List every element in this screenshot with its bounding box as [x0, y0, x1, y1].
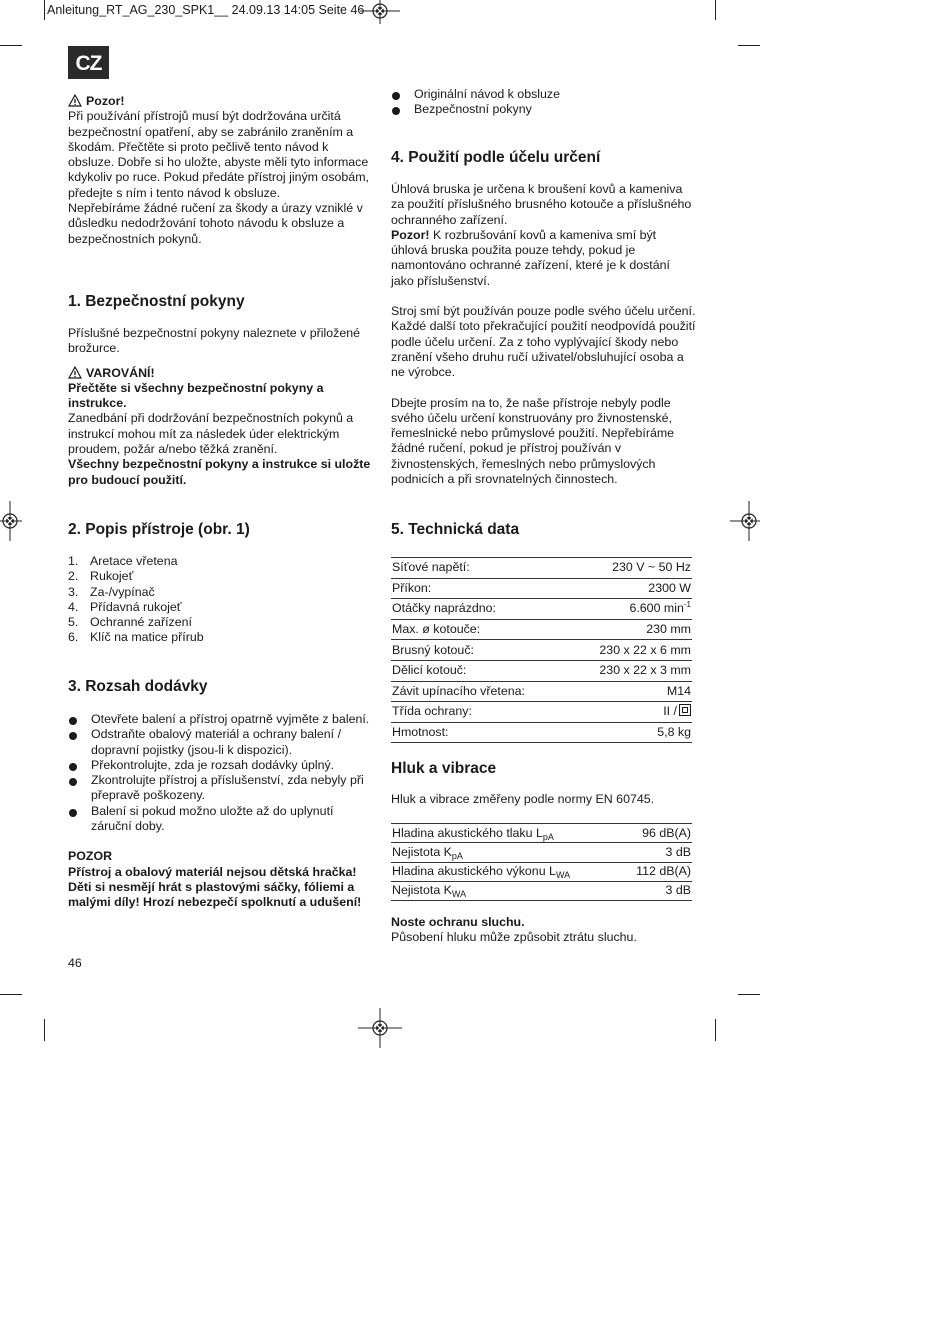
- list-item: 5. Ochranné zařízení: [68, 615, 192, 630]
- pozor-heading: [68, 94, 373, 109]
- parts-list: [68, 554, 373, 646]
- list-item: Otevřete balení a přístroj opatrně vyjměte z balení.: [68, 712, 373, 727]
- pozor-title: Pozor!: [86, 94, 125, 108]
- pozor2-text: Přístroj a obalový materiál nejsou dětská hračka! Děti si nesmějí hrát s plastovými sáčky, fóliemi a malými díly! Hrozí nebezpečí spolknutí a udušení!: [68, 864, 362, 910]
- table-row: Třída ochrany: II /: [391, 702, 692, 723]
- warning-heading: [68, 366, 373, 381]
- protection-class-icon: [679, 704, 691, 716]
- table-row: Brusný kotouč: 230 x 22 x 6 mm: [391, 640, 692, 661]
- ear-protection-text: Působení hluku může způsobit ztrátu sluchu.: [391, 930, 637, 945]
- section-5-heading: 5. Technická data: [391, 521, 520, 538]
- section-1-text: Příslušné bezpečnostní pokyny naleznete v přiložené brožurce.: [68, 326, 361, 356]
- section-3: [68, 677, 373, 911]
- crop-mark: [738, 45, 760, 46]
- section-3-heading: 3. Rozsah dodávky: [68, 678, 208, 695]
- list-item: Odstraňte obalový materiál a ochrany balení / dopravní pojistky (jsou-li k dispozici).: [68, 727, 373, 758]
- pozor-text-2: Nepřebíráme žádné ručení za škody a úrazy vzniklé v důsledku nedodržování tohoto návodu k obsluze a bezpečnostních pokynů.: [68, 201, 363, 246]
- warning-text: Zanedbání při dodržování bezpečnostních pokynů a instrukcí mohou mít za následek úder elektrickým proudem, požár a/nebo těžká zranění.: [68, 411, 354, 457]
- list-item: 3. Za-/vypínač: [68, 584, 155, 599]
- table-row: Hmotnost: 5,8 kg: [391, 722, 692, 743]
- table-row: Síťové napětí: 230 V ~ 50 Hz: [391, 558, 692, 579]
- table-row: Nejistota $K_{pA}$ 3 dB: [392, 844, 691, 861]
- warning-title: VAROVÁNÍ!: [86, 365, 155, 380]
- registration-mark-icon: [0, 501, 22, 541]
- warning-bold-2: Všechny bezpečnostní pokyny a instrukce si uložte pro budoucí použití.: [68, 457, 371, 487]
- list-item: 2. Rukojeť: [68, 569, 134, 584]
- section-4-heading: 4. Použití podle účelu určení: [391, 149, 601, 166]
- list-item: Balení si pokud možno uložte až do uplynutí záruční doby.: [68, 804, 373, 835]
- noise-section: [391, 759, 696, 946]
- ear-protection-heading: Noste ochranu sluchu.: [391, 915, 525, 930]
- section-4-p4: Dbejte prosím na to, že naše přístroje nebyly podle svého účelu určení konstruovány pro živnostenské, řemeslnické nebo průmyslové použití. Nepřebíráme žádné ručení, pokud je přístroj používán v živnostenských, řemeslných nebo průmyslových podnicích a při srovnatelných činnostech.: [391, 395, 675, 487]
- table-row: Příkon: 2300 W: [391, 578, 692, 599]
- crop-mark: [44, 1019, 45, 1041]
- crop-mark: [715, 0, 716, 20]
- table-row: Závit upínacího vřetena: M14: [391, 681, 692, 702]
- crop-mark: [0, 45, 22, 46]
- crop-mark: [738, 994, 760, 995]
- crop-mark: [715, 1019, 716, 1041]
- pozor-text: Při používání přístrojů musí být dodržována určitá bezpečnostní opatření, aby se zabránilo zraněním a škodám. Přečtěte si proto pečlivě tento návod k obsluze. Dobře si ho uložte, abyste měli tyto informace kdykoliv po ruce. Pokud předáte přístroj jiným osobám, předejte s ním i tento návod k obsluze.: [68, 109, 369, 200]
- list-item: Originální návod k obsluze: [391, 87, 696, 102]
- section-5: [391, 520, 696, 743]
- noise-table: [391, 823, 692, 901]
- left-column: [68, 94, 373, 247]
- list-item: Bezpečnostní pokyny: [391, 102, 696, 117]
- section-4: [391, 148, 696, 487]
- included-docs-list: [391, 87, 696, 118]
- registration-mark-icon: [360, 0, 400, 24]
- section-2-heading: 2. Popis přístroje (obr. 1): [68, 521, 250, 538]
- registration-mark-icon: [730, 501, 760, 541]
- right-top: [391, 87, 696, 118]
- table-row: Dělicí kotouč: 230 x 22 x 3 mm: [391, 660, 692, 681]
- table-row: Otáčky naprázdno: 6.600 $\min^{-1}$: [391, 599, 692, 620]
- section-2: [68, 520, 373, 646]
- warning-triangle-icon: [68, 366, 82, 379]
- table-row: Nejistota $K_{WA}$ 3 dB: [392, 883, 691, 900]
- delivery-list: [68, 712, 373, 834]
- table-row: Hladina akustického výkonu $L_{WA}$ 112 dB(A): [392, 864, 691, 881]
- section-4-p3: Stroj smí být používán pouze podle svého účelu určení. Každé další toto překračující použití neodpovídá použití podle účelu určení. Za z toho vyplývající škody nebo zranění všeho druhu ručí uživatel/obsluhující osoba a ne výrobce.: [391, 304, 696, 380]
- section-1-heading: 1. Bezpečnostní pokyny: [68, 293, 245, 310]
- table-row: Max. ø kotouče: 230 mm: [391, 619, 692, 640]
- warning-triangle-icon: [68, 94, 82, 107]
- page-number: 46: [68, 956, 82, 970]
- list-item: 1. Aretace vřetena: [68, 554, 178, 568]
- section-4-p1: Úhlová bruska je určena k broušení kovů a kameniva za použití příslušného brusného kotouče a příslušného ochranného zařízení.: [391, 182, 692, 227]
- list-item: 4. Přídavná rukojeť: [68, 599, 182, 614]
- section-1: [68, 292, 373, 488]
- registration-mark-icon: [358, 1008, 402, 1048]
- list-item: Překontrolujte, zda je rozsah dodávky úplný.: [68, 758, 373, 773]
- crop-mark: [0, 994, 22, 995]
- section-4-p2: Pozor! K rozbrušování kovů a kameniva smí být úhlová bruska použita pouze tehdy, pokud je namontováno ochranné zařízení, které je k dostání jako příslušenství.: [391, 227, 670, 288]
- warning-bold-1: Přečtěte si všechny bezpečnostní pokyny a instrukce.: [68, 380, 324, 411]
- pozor2-title: POZOR: [68, 849, 113, 864]
- language-badge: CZ: [68, 46, 109, 79]
- tech-data-table: [391, 557, 692, 743]
- print-header: Anleitung_RT_AG_230_SPK1__ 24.09.13 14:05 Seite 46: [47, 3, 365, 17]
- noise-heading: Hluk a vibrace: [391, 760, 497, 777]
- table-row: Hladina akustického tlaku $L_{pA}$ 96 dB(A): [392, 825, 691, 842]
- list-item: Zkontrolujte přístroj a příslušenství, zda nebyly při přepravě poškozeny.: [68, 773, 373, 804]
- noise-text: Hluk a vibrace změřeny podle normy EN 60745.: [391, 792, 655, 806]
- crop-mark: [44, 0, 45, 20]
- list-item: 6. Klíč na matice přírub: [68, 630, 204, 645]
